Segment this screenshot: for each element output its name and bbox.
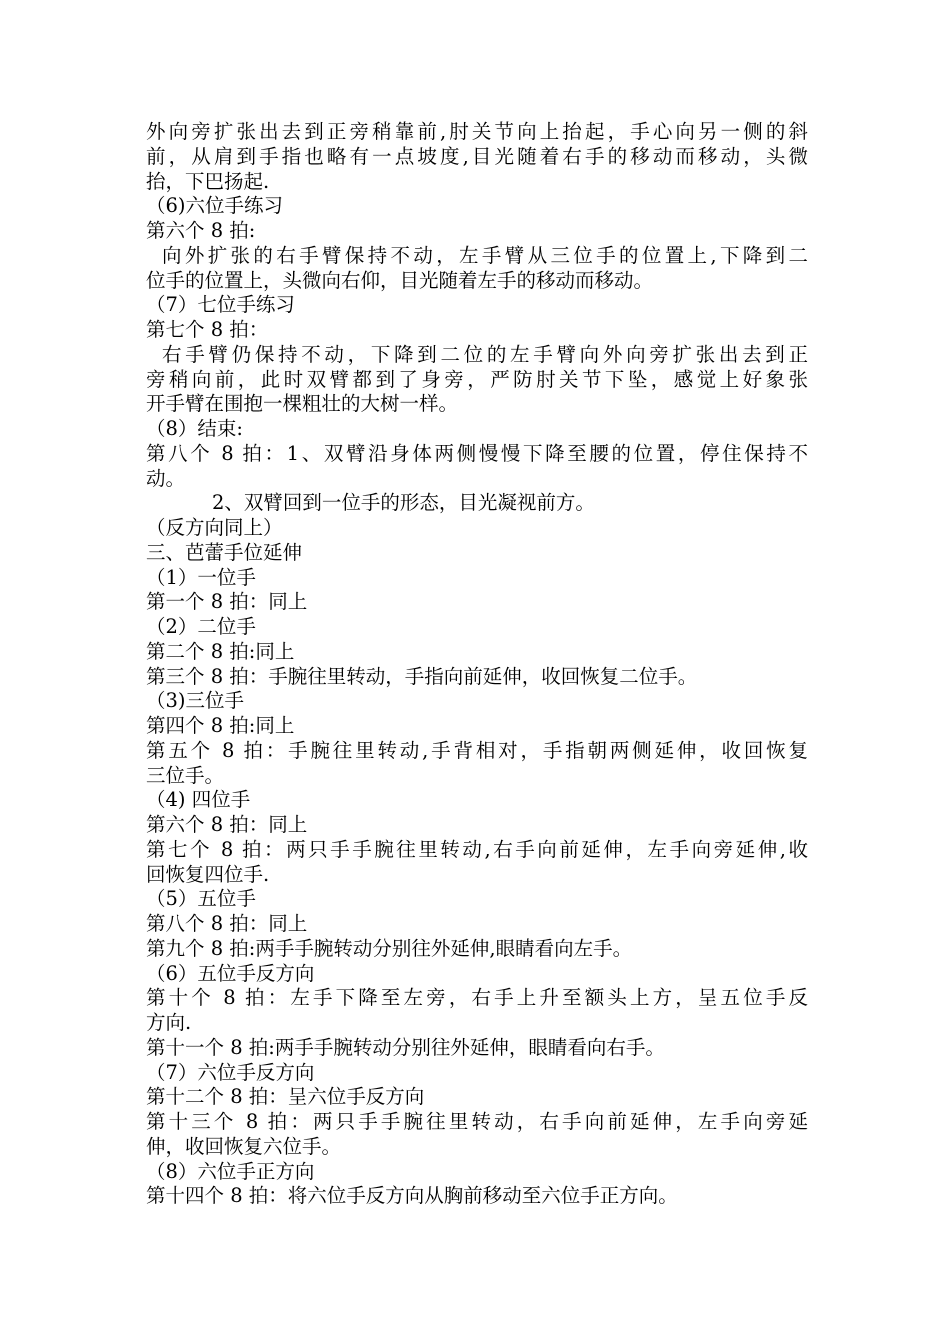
text-line: 位手的位置上，头微向右仰，目光随着左手的移动而移动。 — [146, 268, 654, 292]
section-heading: （8）结束: — [146, 417, 243, 440]
text-line: 第三个 8 拍：手腕往里转动，手指向前延伸，收回恢复二位手。 — [146, 664, 698, 688]
section-heading: （7）七位手练习 — [146, 293, 295, 317]
text-line: 伸，收回恢复六位手。 — [146, 1134, 342, 1158]
text-line: 第二个 8 拍:同上 — [146, 639, 295, 663]
section-heading: （4) 四位手 — [146, 788, 251, 812]
text-line: 右手臂仍保持不动，下降到二位的左手臂向外向旁扩张出去到正 — [162, 342, 808, 366]
section-heading: （7）六位手反方向 — [146, 1060, 315, 1084]
document-body — [146, 120, 808, 1209]
text-line: 外向旁扩张出去到正旁稍靠前,肘关节向上抬起，手心向另一侧的斜 — [146, 120, 808, 143]
text-line: （反方向同上） — [146, 516, 283, 539]
section-heading: （5）五位手 — [146, 887, 256, 911]
section-heading: 三、芭蕾手位延伸 — [146, 540, 303, 564]
text-line: 第九个 8 拍:两手手腕转动分别往外延伸,眼睛看向左手。 — [146, 936, 633, 960]
section-heading: （1）一位手 — [146, 565, 256, 589]
text-line: 第十个 8 拍：左手下降至左旁，右手上升至额头上方，呈五位手反 — [146, 986, 808, 1010]
beat-label: 第六个 8 拍: — [146, 219, 256, 242]
text-line: 第八个 8 拍：同上 — [146, 912, 308, 935]
section-heading: （6）五位手反方向 — [146, 961, 315, 985]
text-line: 第十三个 8 拍：两只手手腕往里转动，右手向前延伸，左手向旁延 — [146, 1110, 808, 1133]
text-line: 三位手。 — [146, 763, 225, 787]
text-line: 2、双臂回到一位手的形态，目光凝视前方。 — [212, 491, 595, 515]
text-line: 第十二个 8 拍：呈六位手反方向 — [146, 1085, 425, 1109]
text-line: 第八个 8 拍：1、双臂沿身体两侧慢慢下降至腰的位置，停住保持不 — [146, 441, 808, 465]
text-line: 开手臂在围抱一棵粗壮的大树一样。 — [146, 392, 459, 416]
section-heading: （8）六位手正方向 — [146, 1159, 315, 1183]
text-line: 向外扩张的右手臂保持不动，左手臂从三位手的位置上,下降到二 — [162, 243, 808, 267]
text-line: 回恢复四位手. — [146, 862, 270, 886]
section-heading: （6)六位手练习 — [146, 194, 284, 218]
text-line: 第十一个 8 拍:两手手腕转动分别往外延伸，眼睛看向右手。 — [146, 1035, 665, 1059]
text-line: 前，从肩到手指也略有一点坡度,目光随着右手的移动而移动，头微 — [146, 144, 808, 168]
text-line: 动。 — [146, 466, 186, 490]
text-line: 第十四个 8 拍：将六位手反方向从胸前移动至六位手正方向。 — [146, 1184, 678, 1208]
text-line: 第四个 8 拍:同上 — [146, 714, 295, 737]
text-line: 方向. — [146, 1011, 192, 1034]
beat-label: 第七个 8 拍： — [146, 318, 269, 341]
text-line: 旁稍向前，此时双臂都到了身旁，严防肘关节下坠，感觉上好象张 — [146, 367, 808, 391]
text-line: 抬，下巴扬起. — [146, 169, 270, 193]
text-line: 第一个 8 拍：同上 — [146, 590, 308, 614]
text-line: 第五个 8 拍：手腕往里转动,手背相对，手指朝两侧延伸，收回恢复 — [146, 738, 808, 762]
text-line: 第七个 8 拍：两只手手腕往里转动,右手向前延伸，左手向旁延伸,收 — [146, 837, 808, 861]
section-heading: （2）二位手 — [146, 615, 256, 638]
text-line: 第六个 8 拍：同上 — [146, 813, 308, 836]
section-heading: （3)三位手 — [146, 689, 245, 713]
